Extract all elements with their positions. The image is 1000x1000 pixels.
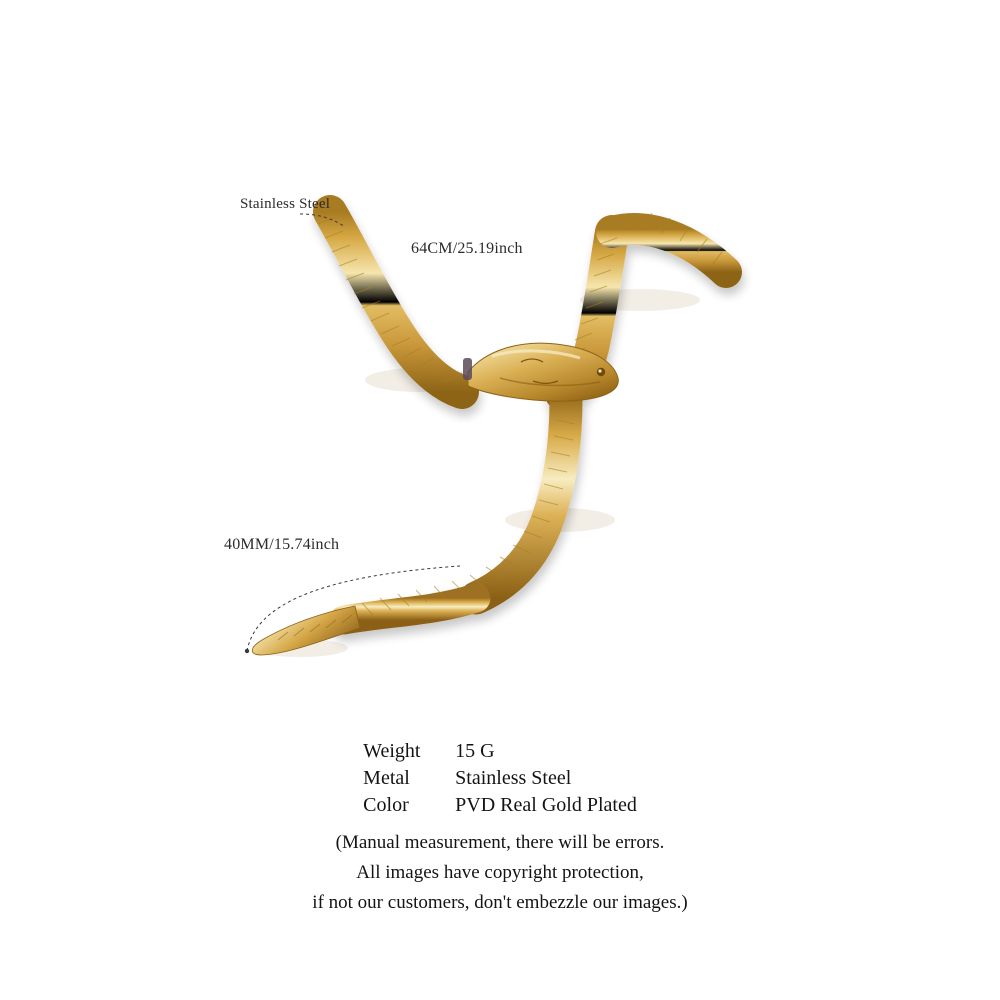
spec-row-weight [363, 738, 637, 765]
spec-list [0, 738, 1000, 819]
callout-width [224, 536, 339, 554]
note-line-1: (Manual measurement, there will be errors. [335, 832, 665, 853]
callout-length [411, 240, 523, 258]
callout-material-label: Stainless Steel [240, 196, 331, 212]
callout-width-label: 40MM/15.74inch [224, 536, 340, 553]
spec-value-metal: Stainless Steel [455, 767, 572, 789]
spec-key-color: Color [363, 794, 409, 816]
disclaimer-notes [0, 828, 1000, 918]
spec-row-color [363, 792, 637, 819]
spec-row-metal [363, 765, 637, 792]
spec-key-metal: Metal [363, 767, 410, 789]
spec-value-weight: 15 G [455, 740, 495, 762]
note-line-2: All images have copyright protection, [356, 862, 644, 883]
spec-key-weight: Weight [363, 740, 421, 762]
callout-material [240, 196, 330, 213]
spec-value-color: PVD Real Gold Plated [455, 794, 637, 816]
callout-length-label: 64CM/25.19inch [411, 240, 523, 257]
note-line-3: if not our customers, don't embezzle our images.) [312, 892, 688, 913]
